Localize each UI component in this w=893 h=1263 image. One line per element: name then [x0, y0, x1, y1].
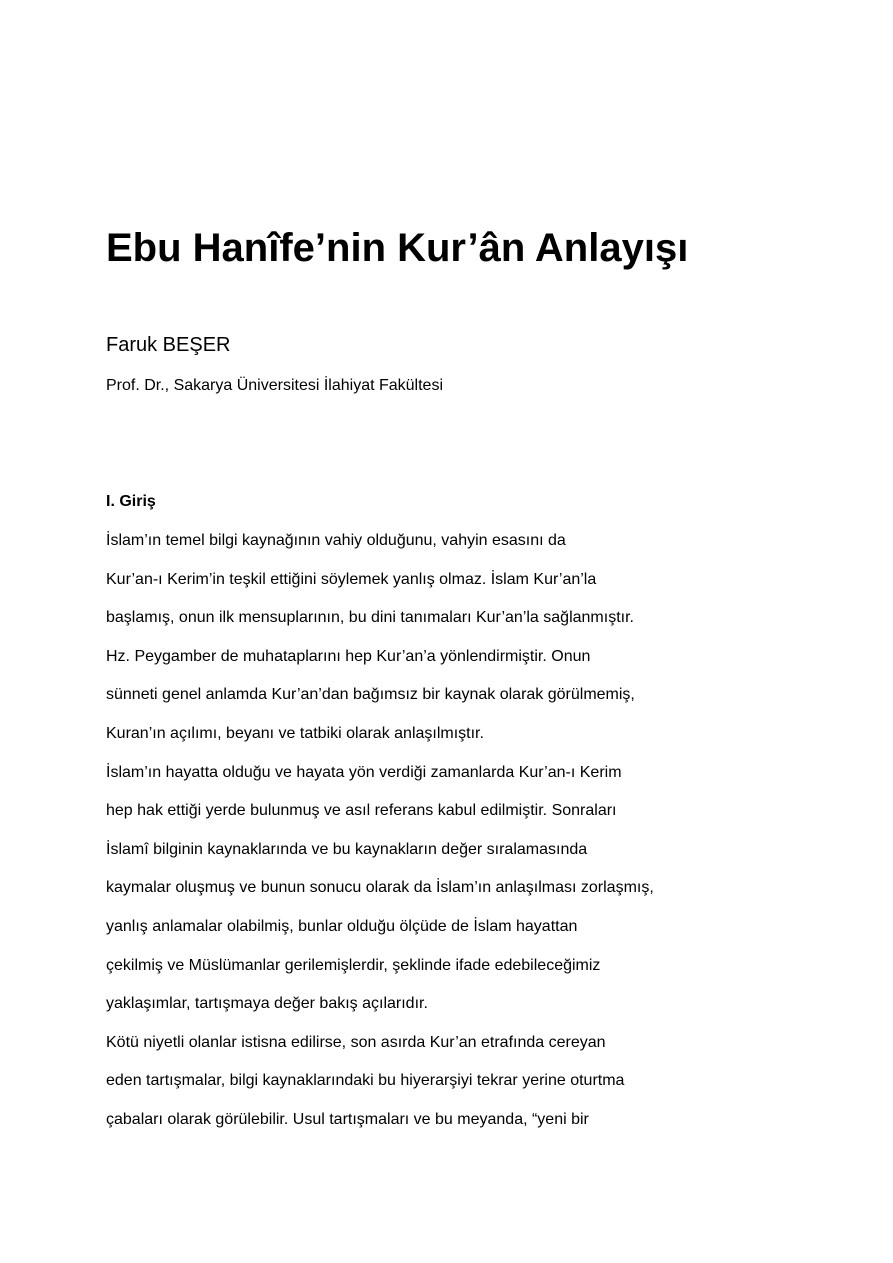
body-line: İslamî bilginin kaynaklarında ve bu kaynakların değer sıralamasında: [106, 840, 588, 858]
author-affiliation: Prof. Dr., Sakarya Üniversitesi İlahiyat Fakültesi: [106, 377, 444, 394]
section-body: [106, 530, 806, 1148]
body-line: çabaları olarak görülebilir. Usul tartışmaları ve bu meyanda, “yeni bir: [106, 1110, 589, 1128]
body-line: İslam’ın hayatta olduğu ve hayata yön verdiği zamanlarda Kur’an-ı Kerim: [106, 763, 622, 781]
body-line: Kuran’ın açılımı, beyanı ve tatbiki olarak anlaşılmıştır.: [106, 724, 484, 742]
body-line: kaymalar oluşmuş ve bunun sonucu olarak da İslam’ın anlaşılması zorlaşmış,: [106, 879, 654, 897]
body-line: Hz. Peygamber de muhataplarını hep Kur’an’a yönlendirmiştir. Onun: [106, 647, 591, 665]
body-line: sünneti genel anlamda Kur’an’dan bağımsız bir kaynak olarak görülmemiş,: [106, 686, 635, 704]
body-line: hep hak ettiği yerde bulunmuş ve asıl referans kabul edilmiştir. Sonraları: [106, 802, 617, 820]
body-line: çekilmiş ve Müslümanlar gerilemişlerdir, şeklinde ifade edebileceğimiz: [106, 956, 601, 974]
author-name: Faruk BEŞER: [106, 334, 231, 356]
body-line: yanlış anlamalar olabilmiş, bunlar olduğu ölçüde de İslam hayattan: [106, 917, 578, 935]
body-line: başlamış, onun ilk mensuplarının, bu dini tanımaları Kur’an’la sağlanmıştır.: [106, 609, 634, 627]
section-heading: I. Giriş: [106, 493, 156, 510]
body-line: eden tartışmalar, bilgi kaynaklarındaki bu hiyerarşiyi tekrar yerine oturtma: [106, 1072, 625, 1090]
body-line: Kötü niyetli olanlar istisna edilirse, son asırda Kur’an etrafında cereyan: [106, 1033, 606, 1051]
body-line: İslam’ın temel bilgi kaynağının vahiy olduğunu, vahyin esasını da: [106, 532, 566, 549]
body-line: Kur’an-ı Kerim’in teşkil ettiğini söylemek yanlış olmaz. İslam Kur’an’la: [106, 570, 597, 588]
paper-title: Ebu Hanîfe’nin Kur’ân Anlayışı: [106, 226, 689, 270]
body-line: yaklaşımlar, tartışmaya değer bakış açılarıdır.: [106, 995, 428, 1013]
